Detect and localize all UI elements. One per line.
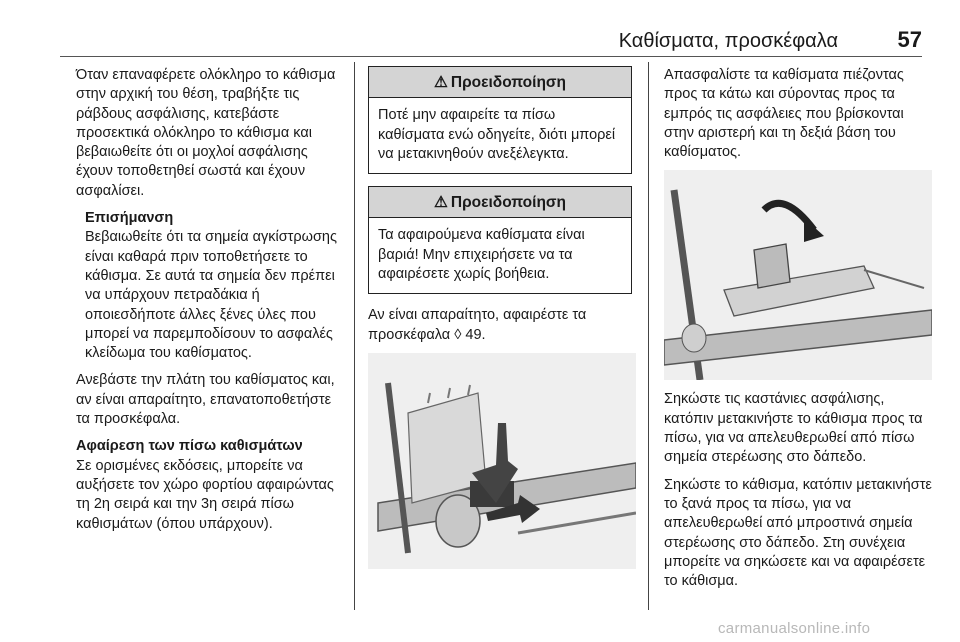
- paragraph: Σηκώστε τις καστάνιες ασφάλισης, κατόπιν μετακινήστε το κάθισμα προς τα πίσω, για να απελευθερωθεί από πίσω σημεία στερέωσης στο δάπεδο.: [664, 391, 923, 466]
- warning-header: [369, 187, 631, 218]
- paragraph: Απασφαλίστε τα καθίσματα πιέζοντας προς τα κάτω και σύροντας προς τα εμπρός τις ασφάλειες που βρίσκονται στην αριστερή και τη δεξιά βάση του καθίσματος.: [664, 67, 904, 161]
- warning-text: Τα αφαιρούμενα καθίσματα είναι βαριά! Μην επιχειρήσετε να τα αφαιρέσετε χωρίς βοήθεια.: [378, 227, 585, 283]
- warning-text: Ποτέ μην αφαιρείτε τα πίσω καθίσματα ενώ οδηγείτε, διότι μπορεί να μετακινηθούν ανεξέλεγκτα.: [378, 107, 616, 162]
- warning-box: [368, 66, 632, 174]
- column-2: [368, 66, 632, 579]
- warning-title: Προειδοποίηση: [450, 194, 566, 212]
- paragraph: Σηκώστε το κάθισμα, κατόπιν μετακινήστε το ξανά προς τα πίσω, για να απελευθερωθεί από μπροστινά σημεία στερέωσης στο δάπεδο. Στη συνέχεια μπορείτε να σηκώσετε και να αφαιρέσετε το κάθισμα.: [664, 476, 932, 590]
- paragraph: Σε ορισμένες εκδόσεις, μπορείτε να αυξήσετε τον χώρο φορτίου αφαιρώντας τη 2η σειρά και την 3η σειρά πίσω καθισμάτων (όπου υπάρχουν).: [76, 457, 334, 532]
- paragraph-text: Αν είναι απαραίτητο, αφαιρέστε τα προσκέφαλα: [368, 307, 587, 343]
- cross-reference-page: 49.: [465, 326, 486, 343]
- warning-triangle-icon: ⚠: [433, 74, 448, 91]
- note-text: Βεβαιωθείτε ότι τα σημεία αγκίστρωσης είναι καθαρά πριν τοποθετήσετε το κάθισμα. Σε αυτά τα σημεία δεν πρέπει να υπάρχουν πετραδάκια ή οποιεσδήποτε άλλες ξένες ύλες που μπορεί να παρεμποδίσουν το ασφαλές κλείδωμα του καθίσματος.: [85, 229, 337, 362]
- seat-ratchet-illustration: [664, 170, 932, 380]
- page-header: [60, 22, 922, 56]
- header-title: Καθίσματα, προσκέφαλα: [618, 30, 838, 52]
- page-number: 57: [897, 27, 922, 52]
- column-1: [76, 66, 344, 542]
- header-rule: [60, 56, 922, 57]
- warning-triangle-icon: ⚠: [433, 194, 448, 212]
- column-divider: [354, 62, 355, 610]
- warning-title: Προειδοποίηση: [450, 74, 566, 91]
- cross-reference-icon: ◊: [454, 326, 462, 343]
- note-block: [76, 209, 344, 363]
- note-title: Επισήμανση: [85, 210, 174, 227]
- column-3: [664, 66, 934, 599]
- paragraph: Όταν επαναφέρετε ολόκληρο το κάθισμα στην αρχική του θέση, τραβήξτε τις ράβδους ασφάλισης, κατεβάστε προσεκτικά ολόκληρο το κάθισμα και βεβαιωθείτε ότι οι μοχλοί ασφάλισης έχουν τοποθετηθεί σωστά και έχουν ασφαλίσει.: [76, 67, 336, 199]
- watermark: carmanualsonline.info: [718, 620, 871, 637]
- column-divider: [648, 62, 649, 610]
- section-heading: Αφαίρεση των πίσω καθισμάτων: [76, 438, 303, 455]
- paragraph: [368, 306, 632, 345]
- warning-header: [369, 67, 631, 98]
- paragraph: Ανεβάστε την πλάτη του καθίσματος και, αν είναι απαραίτητο, επανατοποθετήστε τα προσκέφαλα.: [76, 372, 335, 428]
- warning-box: [368, 186, 632, 294]
- seat-latch-illustration: [368, 353, 636, 569]
